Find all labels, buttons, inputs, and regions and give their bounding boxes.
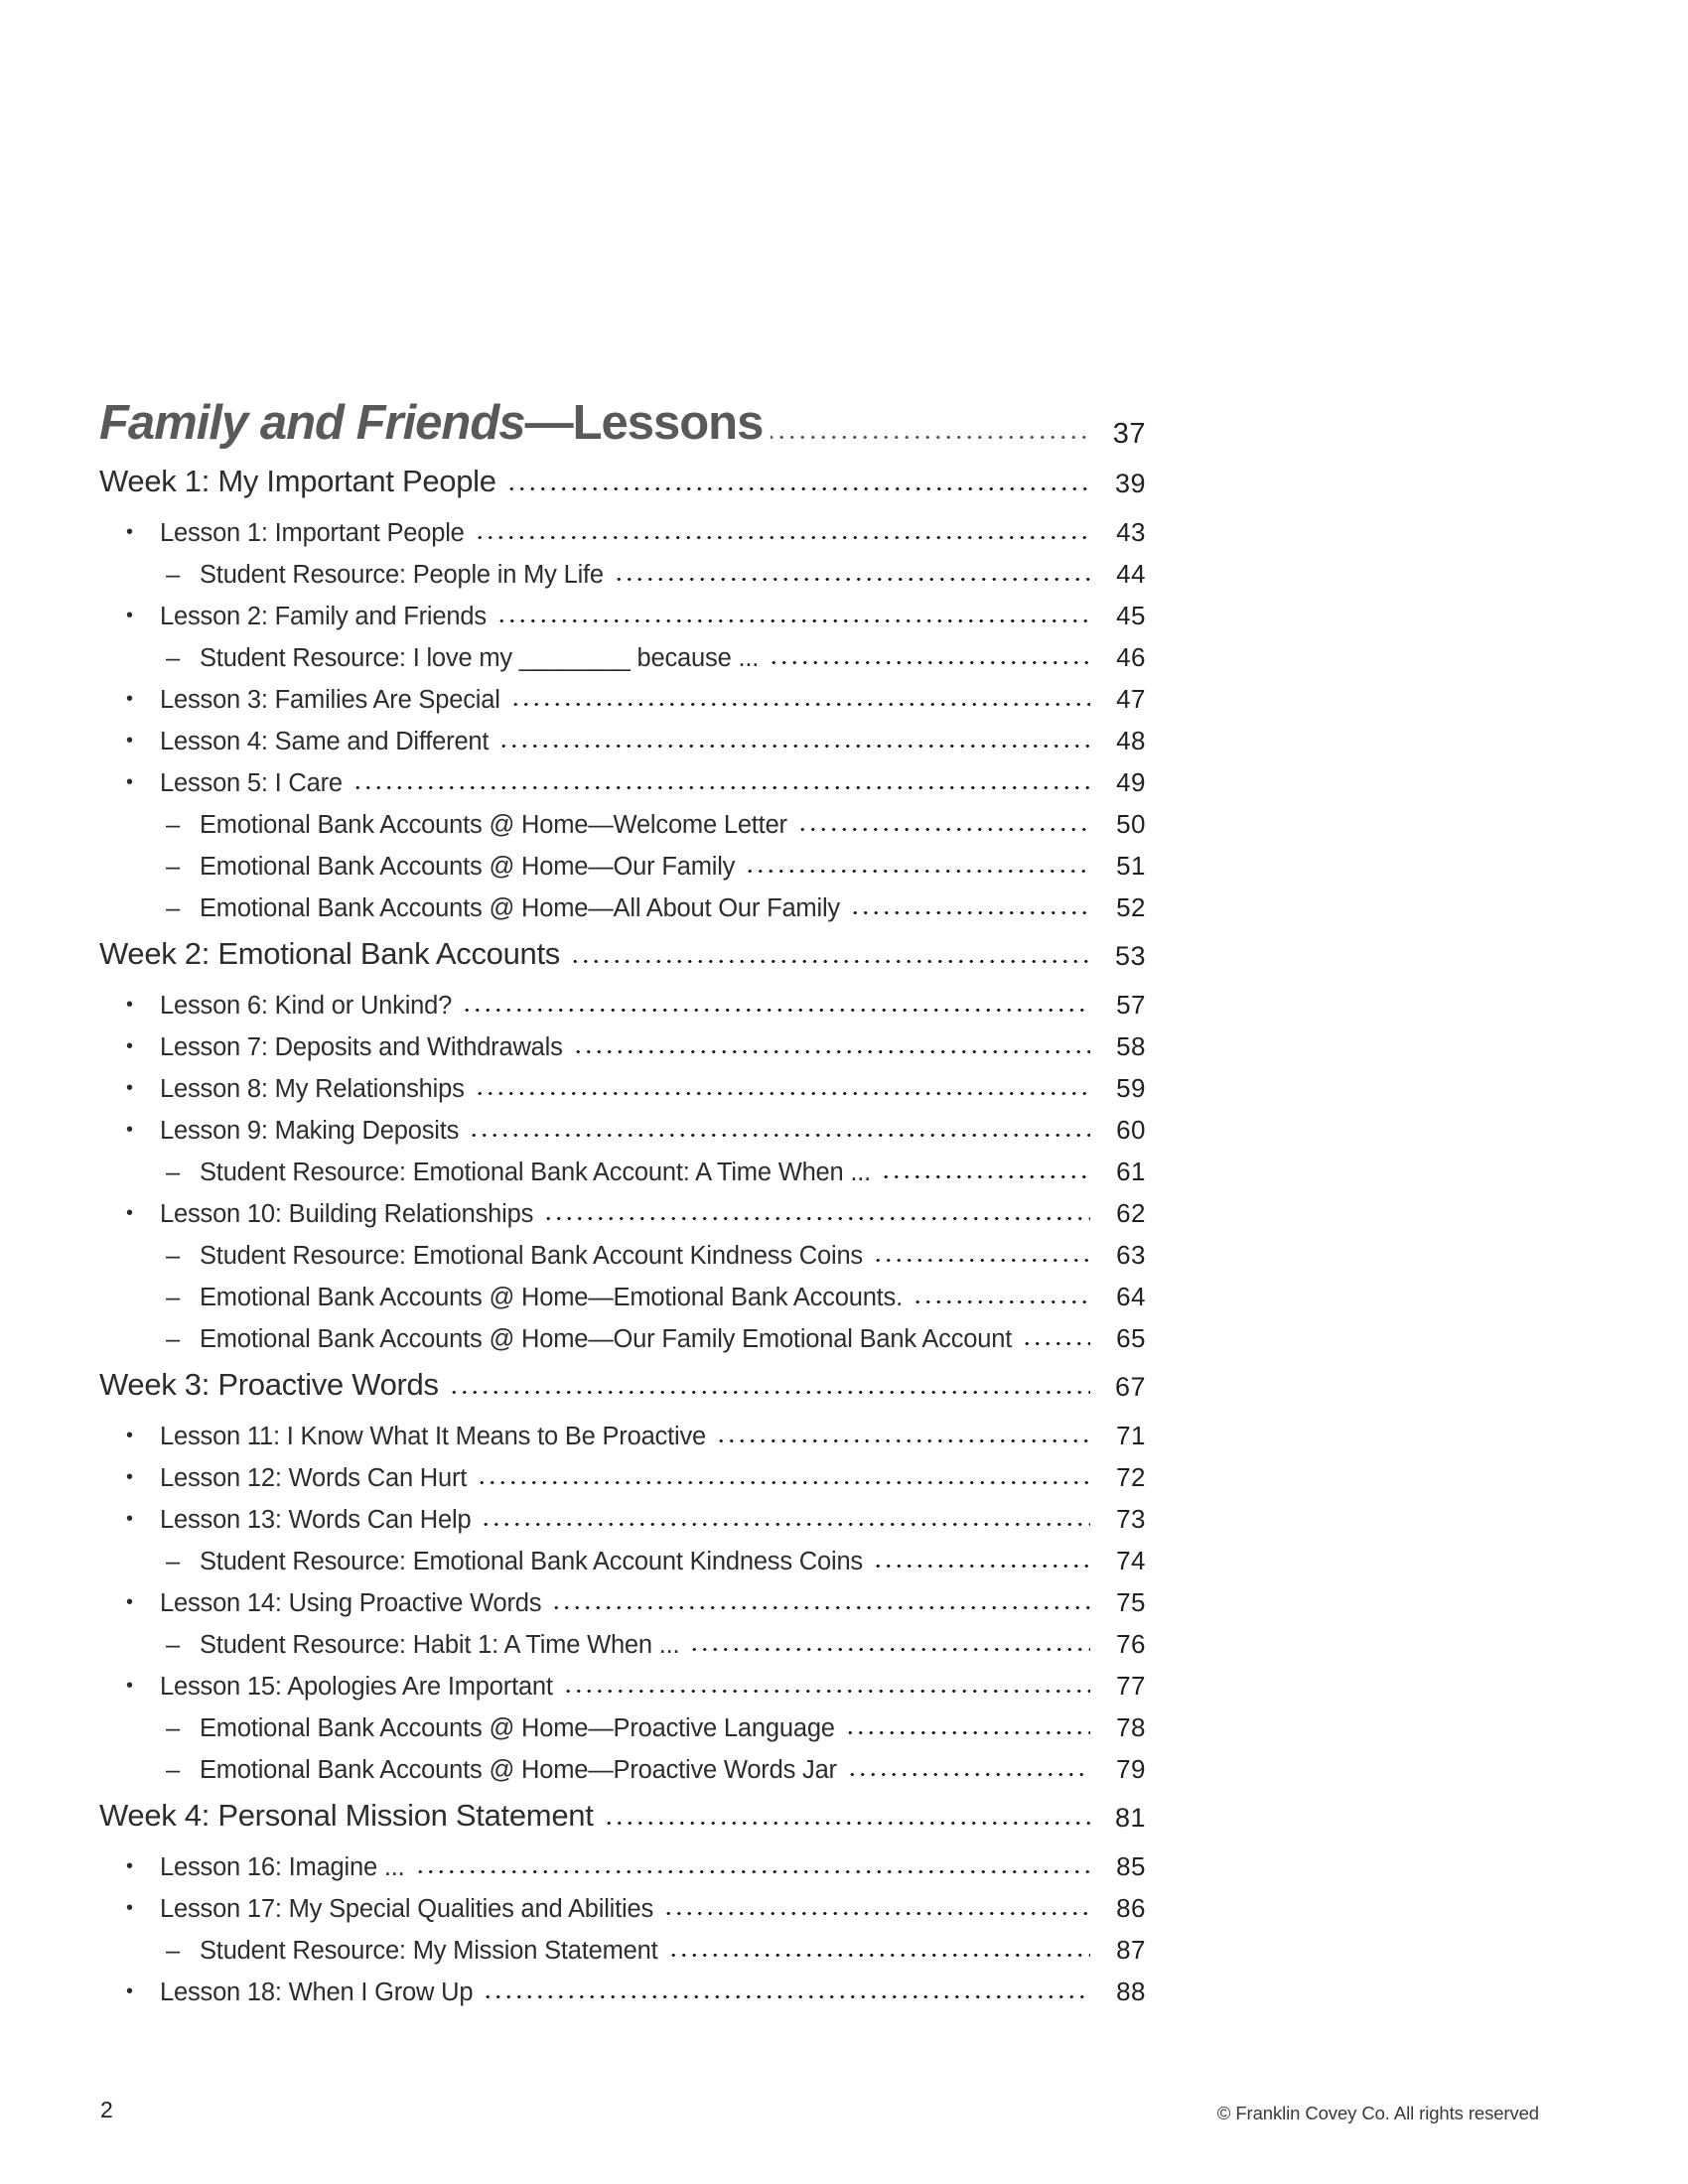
dot-leader (541, 1187, 1090, 1229)
toc-title-bold: —Lessons (524, 396, 764, 450)
toc-entry-page-number: 85 (1116, 1851, 1146, 1881)
table-of-contents (99, 391, 1146, 2007)
bullet-icon: • (126, 1077, 134, 1099)
toc-entry-page-number: 53 (1114, 941, 1146, 971)
toc-entry-label: Student Resource: I love my ________ because ... (200, 644, 760, 672)
toc-entry-label: Student Resource: Emotional Bank Account: A Time When ... (200, 1159, 872, 1186)
dot-leader (767, 631, 1090, 673)
toc-entry-label: Week 4: Personal Mission Statement (99, 1798, 594, 1833)
bullet-icon: • (126, 688, 134, 710)
toc-entry-label: Student Resource: Habit 1: A Time When ... (200, 1631, 680, 1659)
toc-entry-label: Lesson 9: Making Deposits (160, 1117, 460, 1145)
toc-entry-page-number: 76 (1116, 1629, 1146, 1659)
toc-row-resource (99, 1312, 1146, 1354)
bullet-icon: • (126, 1202, 134, 1224)
toc-row-lesson (99, 1062, 1146, 1104)
toc-entry-page-number: 73 (1116, 1504, 1146, 1534)
toc-entry-label: Lesson 13: Words Can Help (160, 1506, 472, 1534)
bullet-icon: • (126, 1119, 134, 1141)
toc-entry-page-number: 78 (1116, 1712, 1146, 1742)
toc-row-lesson (99, 1660, 1146, 1702)
dot-leader (351, 756, 1090, 798)
toc-entry-label: Student Resource: Emotional Bank Account Kindness Coins (200, 1548, 863, 1575)
dot-leader (687, 1618, 1090, 1660)
dot-leader (496, 715, 1090, 756)
toc-entry-label: Lesson 11: I Know What It Means to Be Proactive (160, 1423, 706, 1450)
dot-leader (602, 1792, 1090, 1834)
bullet-icon: • (126, 1466, 134, 1488)
bullet-icon: • (126, 521, 134, 543)
toc-entry-page-number: 64 (1116, 1282, 1146, 1311)
toc-entry-page-number: 47 (1116, 684, 1146, 714)
dash-icon: – (166, 1325, 181, 1353)
toc-row-lesson (99, 590, 1146, 631)
dash-icon: – (166, 1284, 181, 1311)
dash-icon: – (166, 1242, 181, 1270)
dot-leader (571, 1021, 1090, 1062)
toc-entry-page-number: 63 (1116, 1240, 1146, 1270)
toc-row-lesson (99, 1493, 1146, 1535)
toc-row-resource (99, 1702, 1146, 1743)
bullet-icon: • (126, 1508, 134, 1530)
toc-entry-label: Lesson 2: Family and Friends (160, 603, 487, 630)
toc-entry-label: Lesson 8: My Relationships (160, 1075, 465, 1103)
toc-entry-page-number: 81 (1114, 1803, 1146, 1833)
toc-entry-page-number: 46 (1116, 642, 1146, 672)
toc-entry-label: Lesson 3: Families Are Special (160, 686, 500, 714)
toc-entry-label: Lesson 1: Important People (160, 519, 465, 547)
toc-entry-page-number: 72 (1116, 1462, 1146, 1492)
page-number-footer: 2 (100, 2097, 113, 2122)
toc-entry-page-number: 79 (1116, 1754, 1146, 1784)
toc-row-lesson (99, 1021, 1146, 1062)
dash-icon: – (166, 1631, 181, 1659)
bullet-icon: • (126, 730, 134, 751)
toc-row-lesson (99, 715, 1146, 756)
dot-leader (447, 1361, 1090, 1403)
toc-entry-label: Emotional Bank Accounts @ Home—Our Family (200, 853, 736, 881)
toc-entry-page-number: 43 (1116, 517, 1146, 547)
toc-entry-label: Lesson 7: Deposits and Withdrawals (160, 1033, 563, 1061)
toc-entry-page-number: 65 (1116, 1323, 1146, 1353)
dot-leader (843, 1702, 1090, 1743)
toc-row-lesson (99, 506, 1146, 548)
dot-leader (479, 1493, 1090, 1535)
dot-leader (460, 979, 1090, 1021)
dot-leader (845, 1743, 1090, 1785)
toc-entry-label: Lesson 6: Kind or Unkind? (160, 992, 453, 1020)
dot-leader (568, 930, 1090, 972)
bullet-icon: • (126, 1675, 134, 1697)
toc-row-resource (99, 1535, 1146, 1576)
toc-entry-label: Lesson 10: Building Relationships (160, 1200, 534, 1228)
dot-leader (743, 840, 1090, 882)
dash-icon: – (166, 1937, 181, 1965)
bullet-icon: • (126, 1897, 134, 1919)
toc-row-lesson (99, 1966, 1146, 2007)
copyright-notice: © Franklin Covey Co. All rights reserved (1216, 2103, 1539, 2123)
toc-row-lesson (99, 1451, 1146, 1493)
toc-entry-label: Emotional Bank Accounts @ Home—Proactive Language (200, 1714, 835, 1742)
toc-entry-page-number: 59 (1116, 1073, 1146, 1103)
toc-entry-label: Lesson 14: Using Proactive Words (160, 1589, 542, 1617)
toc-entry-label: Week 2: Emotional Bank Accounts (99, 936, 560, 971)
dot-leader (714, 1410, 1090, 1451)
dot-leader (871, 1535, 1090, 1576)
dot-leader (666, 1924, 1090, 1966)
toc-entry-label: Lesson 12: Words Can Hurt (160, 1464, 468, 1492)
bullet-icon: • (126, 605, 134, 626)
toc-row-resource (99, 548, 1146, 590)
dot-leader (871, 1229, 1090, 1271)
toc-entry-page-number: 51 (1116, 851, 1146, 881)
toc-entry-page-number: 39 (1114, 469, 1146, 498)
dot-leader (612, 548, 1090, 590)
toc-entry-label: Emotional Bank Accounts @ Home—Emotional Bank Accounts. (200, 1284, 903, 1311)
toc-row-week (99, 458, 1146, 499)
toc-entry-page-number: 58 (1116, 1031, 1146, 1061)
toc-entry-label: Emotional Bank Accounts @ Home—Welcome Letter (200, 811, 787, 839)
dash-icon: – (166, 1548, 181, 1575)
toc-entry-page-number: 44 (1116, 559, 1146, 589)
toc-row-resource (99, 1743, 1146, 1785)
toc-row-week (99, 1792, 1146, 1834)
dot-leader (561, 1660, 1090, 1702)
toc-row-resource (99, 631, 1146, 673)
toc-row-resource (99, 840, 1146, 882)
toc-entry-label: Emotional Bank Accounts @ Home—Proactive Words Jar (200, 1756, 837, 1784)
toc-row-week (99, 930, 1146, 972)
dash-icon: – (166, 1756, 181, 1784)
toc-entry-page-number: 75 (1116, 1587, 1146, 1617)
toc-entry-page-number: 45 (1116, 601, 1146, 630)
dash-icon: – (166, 644, 181, 672)
toc-entry-page-number: 48 (1116, 726, 1146, 755)
toc-entry-page-number: 86 (1116, 1893, 1146, 1923)
bullet-icon: • (126, 1980, 134, 2002)
toc-entry-page-number: 71 (1116, 1421, 1146, 1450)
toc-row-lesson (99, 1882, 1146, 1924)
dot-leader (661, 1882, 1090, 1924)
bullet-icon: • (126, 994, 134, 1016)
toc-entry-page-number: 50 (1116, 809, 1146, 839)
toc-entry-page-number: 88 (1116, 1977, 1146, 2006)
dot-leader (879, 1146, 1090, 1187)
dot-leader (473, 506, 1090, 548)
toc-entry-page-number: 57 (1116, 990, 1146, 1020)
toc-title-italic: Family and Friends (99, 396, 525, 450)
toc-row-resource (99, 882, 1146, 923)
toc-entries (99, 458, 1146, 2007)
toc-entry-label: Lesson 5: I Care (160, 769, 343, 797)
toc-entry-label: Student Resource: Emotional Bank Account Kindness Coins (200, 1242, 863, 1270)
toc-row-resource (99, 1271, 1146, 1312)
bullet-icon: • (126, 1591, 134, 1613)
toc-entry-label: Lesson 17: My Special Qualities and Abilities (160, 1895, 654, 1923)
dot-leader (795, 798, 1090, 840)
toc-row-lesson (99, 1104, 1146, 1146)
dash-icon: – (166, 853, 181, 881)
toc-row-resource (99, 1924, 1146, 1966)
toc-row-lesson (99, 1841, 1146, 1882)
dot-leader (508, 673, 1090, 715)
dot-leader (911, 1271, 1090, 1312)
toc-title-page-number: 37 (1112, 418, 1146, 450)
toc-entry-label: Lesson 18: When I Grow Up (160, 1979, 474, 2006)
toc-row-lesson (99, 756, 1146, 798)
bullet-icon: • (126, 1035, 134, 1057)
bullet-icon: • (126, 1855, 134, 1877)
toc-entry-page-number: 87 (1116, 1935, 1146, 1965)
dot-leader (771, 391, 1090, 451)
toc-row-lesson (99, 979, 1146, 1021)
toc-row-lesson (99, 1187, 1146, 1229)
dot-leader (413, 1841, 1090, 1882)
toc-entry-page-number: 74 (1116, 1546, 1146, 1575)
toc-row-lesson (99, 1576, 1146, 1618)
dot-leader (467, 1104, 1090, 1146)
bullet-icon: • (126, 771, 134, 793)
dot-leader (549, 1576, 1090, 1618)
dot-leader (475, 1451, 1090, 1493)
dot-leader (494, 590, 1090, 631)
toc-entry-label: Student Resource: My Mission Statement (200, 1937, 658, 1965)
toc-entry-label: Week 3: Proactive Words (99, 1367, 439, 1402)
toc-entry-page-number: 67 (1114, 1372, 1146, 1402)
toc-entry-label: Lesson 4: Same and Different (160, 728, 490, 755)
dot-leader (473, 1062, 1090, 1104)
toc-entry-page-number: 77 (1116, 1671, 1146, 1701)
toc-title-row (99, 391, 1146, 451)
toc-row-resource (99, 1146, 1146, 1187)
toc-row-resource (99, 1229, 1146, 1271)
dash-icon: – (166, 894, 181, 922)
dash-icon: – (166, 1714, 181, 1742)
toc-entry-label: Lesson 16: Imagine ... (160, 1853, 405, 1881)
toc-entry-label: Student Resource: People in My Life (200, 561, 604, 589)
toc-entry-page-number: 60 (1116, 1115, 1146, 1145)
toc-entry-page-number: 52 (1116, 892, 1146, 922)
toc-row-lesson (99, 1410, 1146, 1451)
toc-row-resource (99, 1618, 1146, 1660)
toc-entry-page-number: 62 (1116, 1198, 1146, 1228)
dot-leader (481, 1966, 1090, 2007)
toc-entry-label: Emotional Bank Accounts @ Home—All About Our Family (200, 894, 840, 922)
toc-row-resource (99, 798, 1146, 840)
toc-entry-page-number: 49 (1116, 767, 1146, 797)
dot-leader (1020, 1312, 1090, 1354)
dot-leader (504, 458, 1090, 499)
bullet-icon: • (126, 1425, 134, 1446)
toc-row-lesson (99, 673, 1146, 715)
dash-icon: – (166, 1159, 181, 1186)
dot-leader (848, 882, 1090, 923)
toc-entry-page-number: 61 (1116, 1157, 1146, 1186)
dash-icon: – (166, 811, 181, 839)
toc-entry-label: Week 1: My Important People (99, 464, 496, 498)
dash-icon: – (166, 561, 181, 589)
toc-entry-label: Lesson 15: Apologies Are Important (160, 1673, 553, 1701)
toc-entry-label: Emotional Bank Accounts @ Home—Our Family Emotional Bank Account (200, 1325, 1013, 1353)
toc-row-week (99, 1361, 1146, 1403)
